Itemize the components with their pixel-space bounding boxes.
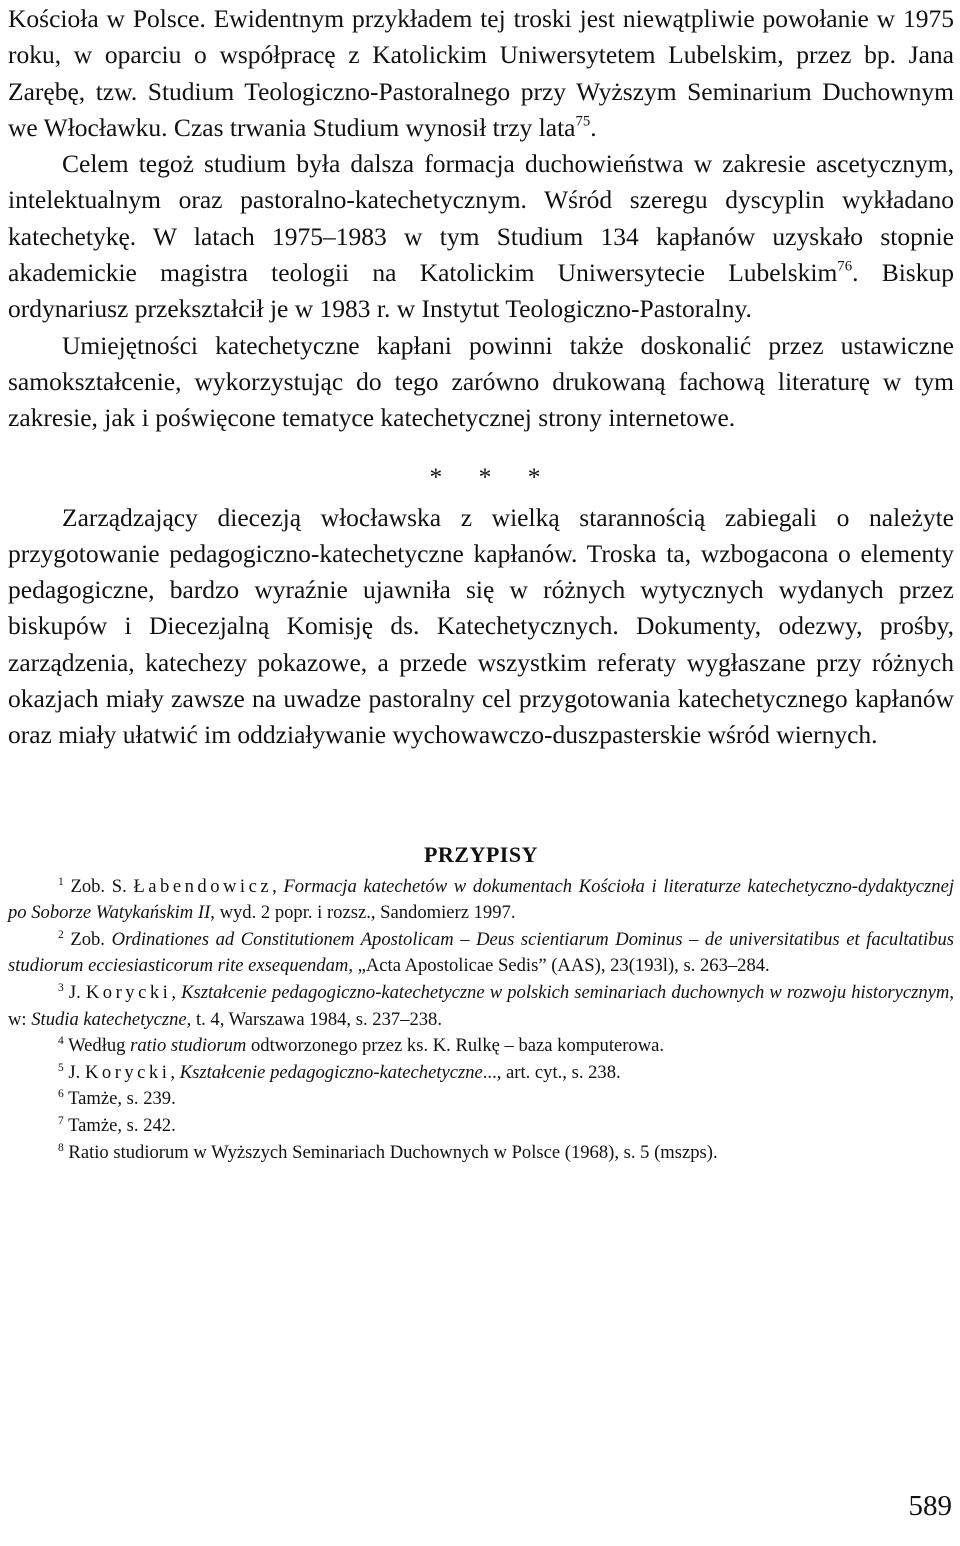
footnote-author: Korycki	[85, 982, 172, 1004]
footnote-number: 8	[58, 1141, 64, 1154]
footnote-number: 4	[58, 1035, 64, 1048]
paragraph-2	[8, 146, 954, 327]
footnote-text: Zob.	[70, 928, 112, 950]
page-content	[8, 0, 954, 1166]
paragraph-4: Zarządzający diecezją włocławska z wielką starannością zabiegali o należyte przygotowanie pedagogiczno-katechetyczne kapłanów. Troska ta, wzbogacona o elementy pedagogiczne, bardzo wyraźnie ujawniła się w różnych wytycznych wydanych przez biskupów i Diecezjalną Komisję ds. Katechetycznych. Dokumenty, odezwy, prośby, zarządzenia, katechezy pokazowe, a przede wszystkim referaty wygłaszane przy różnych okazjach miały zawsze na uwadze pastoralny cel przygotowania katechetycznego kapłanów oraz miały ułatwić im oddziaływanie wychowawczo-duszpasterskie wśród wiernych.	[8, 502, 954, 750]
footnote-text: ,	[171, 982, 182, 1004]
footnote-ref-75: 75	[575, 113, 591, 130]
footnote-number: 5	[58, 1061, 64, 1074]
footnote-author: Korycki	[84, 1061, 171, 1083]
footnote-text: Ratio studiorum w Wyższych Seminariach Duchownych w Polsce (1968), s. 5 (mszps).	[68, 1141, 718, 1163]
footnote-number: 3	[58, 981, 64, 994]
footnote-text: , t. 4, Warszawa 1984, s. 237–238.	[186, 1008, 442, 1030]
footnote-number: 2	[58, 928, 64, 941]
main-text-section-2	[8, 499, 954, 754]
footnote-title: Formacja katechetów w dokumentach Kościoła i literaturze katechetyczno-dydaktycznej po Soborze Watykańskim II	[8, 875, 954, 924]
footnote-text: J.	[68, 1061, 85, 1083]
paragraph-2-end: . Biskup ordynariusz przekształcił je w 1983 r. w Instytut Teologiczno-Pastoralny.	[8, 258, 954, 324]
footnote-ref-76: 76	[837, 258, 853, 275]
section-separator: * * *	[429, 461, 541, 491]
footnote-text: , w:	[8, 982, 954, 1030]
footnote-text: ,	[272, 875, 284, 897]
footnote-title: Kształcenie pedagogiczno-katechetyczne	[179, 1061, 483, 1083]
paragraph-1-end: .	[590, 112, 597, 142]
paragraph-2-text: Celem tegoż studium była dalsza formacja duchowieństwa w zakresie ascetycznym, intelektualnym oraz pastoralno-katechetycznym. Wśród szeregu dyscyplin wykładano katechetykę. W latach 1975–1983 w tym Studium 134 kapłanów uzyskało stopnie akademickie magistra teologii na Katolickim Uniwersytecie Lubelskim	[8, 149, 954, 288]
footnote-text: Tamże, s. 239.	[68, 1088, 176, 1110]
footnote-author: Łabendowicz	[133, 875, 273, 897]
footnote-title: Ordinationes ad Constitutionem Apostolicam – Deus scientiarum Dominus – de universitatibus et facultatibus studiorum ecciesiasticorum rite exsequendam	[8, 928, 955, 977]
footnote-text: ..., art. cyt., s. 238.	[482, 1061, 621, 1083]
footnote-number: 7	[58, 1114, 64, 1127]
footnote-4	[8, 1033, 954, 1060]
footnotes-list	[8, 874, 954, 1167]
footnote-text: odtworzonego przez ks. K. Rulkę – baza komputerowa.	[246, 1035, 665, 1057]
paragraph-1	[8, 1, 954, 146]
footnote-text: Zob. S.	[70, 875, 134, 897]
footnote-title: Studia katechetyczne	[31, 1008, 187, 1030]
footnote-text: , wyd. 2 popr. i rozsz., Sandomierz 1997.	[210, 902, 516, 924]
footnote-text: ,	[170, 1061, 180, 1083]
footnote-number: 6	[58, 1088, 64, 1101]
footnote-number: 1	[58, 875, 64, 888]
paragraph-1-text: Kościoła w Polsce. Ewidentnym przykładem tej troski jest niewątpliwie powołanie w 1975 roku, w oparciu o współpracę z Katolickim Uniwersytetem Lubelskim, przez bp. Jana Zarębę, tzw. Studium Teologiczno-Pastoralnego przy Wyższym Seminarium Duchownym we Włocławku. Czas trwania Studium wynosił trzy lata	[8, 4, 954, 142]
main-text	[8, 0, 954, 437]
footnote-3	[8, 980, 954, 1033]
footnote-5	[8, 1060, 954, 1087]
footnotes-heading: PRZYPISY	[423, 841, 538, 867]
footnote-8	[8, 1140, 954, 1167]
footnote-text: , „Acta Apostolicae Sedis” (AAS), 23(193l), s. 263–284.	[348, 955, 770, 977]
footnote-title: Kształcenie pedagogiczno-katechetyczne w polskich seminariach duchownych w rozwoju historycznym	[181, 982, 950, 1004]
paragraph-3: Umiejętności katechetyczne kapłani powinni także doskonalić przez ustawiczne samokształcenie, wykorzystując do tego zarówno drukowaną fachową literaturę w tym zakresie, jak i poświęcone tematyce katechetycznej strony internetowe.	[8, 330, 954, 433]
footnote-1	[8, 874, 954, 927]
footnote-title: ratio studiorum	[130, 1035, 247, 1057]
footnote-text: J.	[68, 982, 86, 1004]
footnote-7	[8, 1113, 954, 1140]
footnote-6	[8, 1086, 954, 1113]
footnote-text: Tamże, s. 242.	[68, 1114, 176, 1136]
footnote-text: Według	[68, 1035, 131, 1057]
page-number: 589	[908, 1490, 952, 1522]
footnote-2	[8, 927, 954, 980]
